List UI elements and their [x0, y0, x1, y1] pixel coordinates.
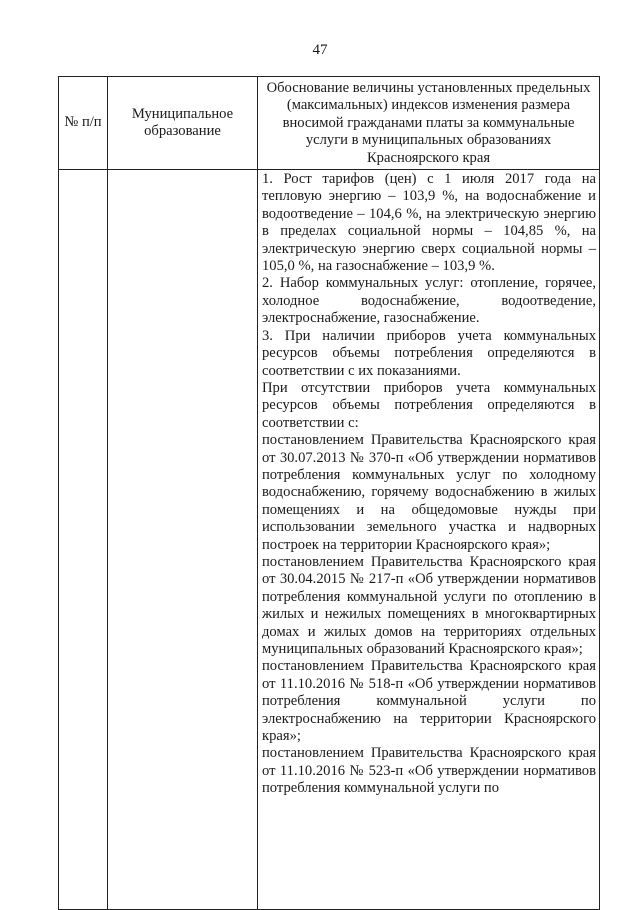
header-basis: Обоснование величины установленных предельных (максимальных) индексов изменения размера вносимой гражданами платы за коммунальные услуги в муниципальных образованиях Красноярского края [258, 77, 600, 170]
paragraph-resolution-518p: постановлением Правительства Красноярского края от 11.10.2016 № 518-п «Об утверждении нормативов потребления коммунальной услуги по электроснабжению на территории Красноярского края»; [262, 658, 596, 745]
cell-municipality [108, 170, 258, 910]
page-number: 47 [312, 42, 328, 58]
paragraph-services-set: 2. Набор коммунальных услуг: отопление, горячее, холодное водоснабжение, водоотведение, электроснабжение, газоснабжение. [262, 275, 596, 327]
header-number: № п/п [59, 77, 108, 170]
paragraph-meters-present: 3. При наличии приборов учета коммунальных ресурсов объемы потребления определяются в соответствии с их показаниями. [262, 327, 596, 379]
cell-number [59, 170, 108, 910]
paragraph-tariff-growth: 1. Рост тарифов (цен) с 1 июля 2017 года на тепловую энергию – 103,9 %, на водоснабжение и водоотведение – 104,6 %, на электрическую энергию в пределах социальной нормы – 104,85 %, на электрическую энергию сверх социальной нормы – 105,0 %, на газоснабжение – 103,9 %. [262, 171, 596, 275]
paragraph-resolution-370p: постановлением Правительства Красноярского края от 30.07.2013 № 370-п «Об утверждении нормативов потребления коммунальных услуг по холодному водоснабжению, горячему водоснабжению в жилых помещениях и на общедомовые нужды при использовании земельного участка и надворных построек на территории Красноярского края»; [262, 432, 596, 553]
table-header-row [59, 77, 600, 170]
cell-basis-text [258, 170, 600, 910]
tariff-table [58, 76, 600, 910]
header-municipality: Муниципальное образование [108, 77, 258, 170]
table-row [59, 170, 600, 910]
paragraph-meters-absent: При отсутствии приборов учета коммунальных ресурсов объемы потребления определяются в соответствии с: [262, 379, 596, 431]
paragraph-resolution-523p: постановлением Правительства Красноярского края от 11.10.2016 № 523-п «Об утверждении нормативов потребления коммунальной услуги по [262, 745, 596, 797]
paragraph-resolution-217p: постановлением Правительства Красноярского края от 30.04.2015 № 217-п «Об утверждении нормативов потребления коммунальной услуги по отоплению в жилых и нежилых помещениях в многоквартирных домах и жилых домов на территориях отдельных муниципальных образований Красноярского края»; [262, 553, 596, 657]
